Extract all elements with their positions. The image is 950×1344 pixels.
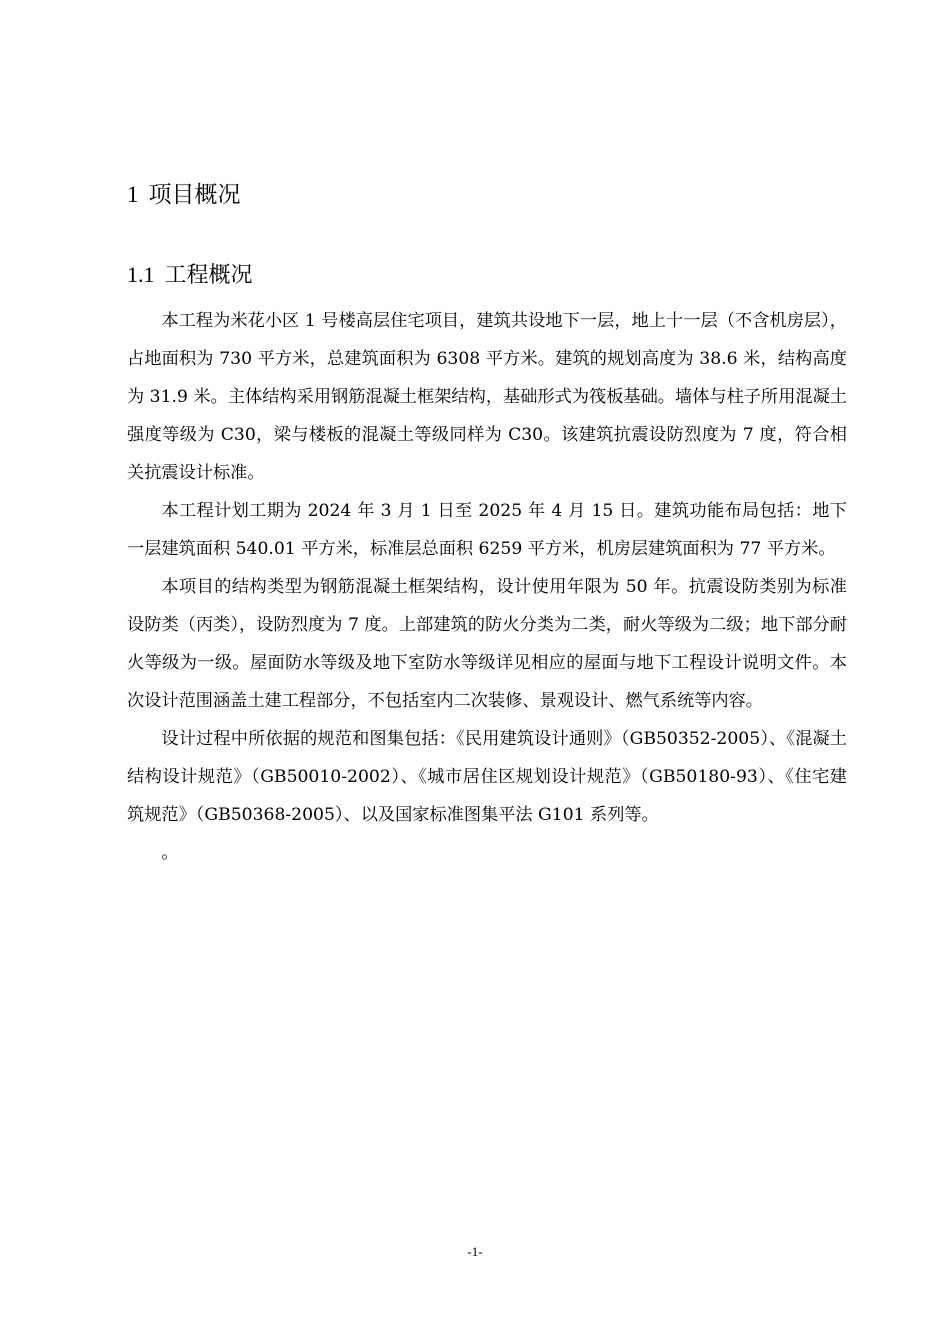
paragraph: 设计过程中所依据的规范和图集包括：《民用建筑设计通则》（GB50352-2005）、《混凝土结构设计规范》（GB50010-2002）、《城市居住区规划设计规范》（GB50180-93）、《住宅建筑规范》（GB50368-2005）、以及国家标准图集平法 G101 系列等。 [127,729,847,825]
subsection-title: 工程概况 [164,263,253,288]
paragraph: 。 [161,843,179,863]
paragraph: 本项目的结构类型为钢筋混凝土框架结构，设计使用年限为 50 年。抗震设防类别为标准设防类（丙类），设防烈度为 7 度。上部建筑的防火分类为二类，耐火等级为二级；地下部分耐火等级为一级。屋面防水等级及地下室防水等级详见相应的屋面与地下工程设计说明文件。本次设计范围涵盖土建工程部分，不包括室内二次装修、景观设计、燃气系统等内容。 [127,577,847,711]
page-number: -1- [467,1244,483,1259]
section-number: 1 [127,182,139,207]
body-text [127,302,847,872]
paragraph: 本工程计划工期为 2024 年 3 月 1 日至 2025 年 4 月 15 日。建筑功能布局包括：地下一层建筑面积 540.01 平方米，标准层总面积 6259 平方米，机房层建筑面积为 77 平方米。 [127,501,847,559]
section-heading [127,178,241,212]
paragraph: 本工程为米花小区 1 号楼高层住宅项目，建筑共设地下一层，地上十一层（不含机房层），占地面积为 730 平方米，总建筑面积为 6308 平方米。建筑的规划高度为 38.6 米，结构高度为 31.9 米。主体结构采用钢筋混凝土框架结构，基础形式为筏板基础。墙体与柱子所用混凝土强度等级为 C30，梁与楼板的混凝土等级同样为 C30。该建筑抗震设防烈度为 7 度，符合相关抗震设计标准。 [127,311,847,483]
subsection-number: 1.1 [127,262,155,287]
section-title: 项目概况 [148,182,241,208]
subsection-heading [127,258,253,293]
